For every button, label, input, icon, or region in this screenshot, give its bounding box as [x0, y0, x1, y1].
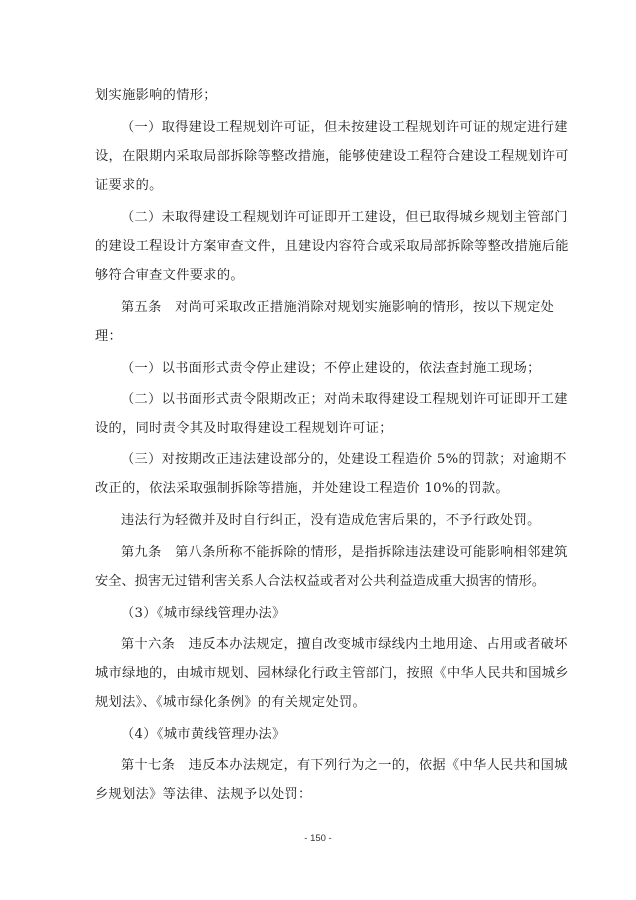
- text-line: （二）未取得建设工程规划许可证即开工建设，但已取得城乡规划主管部门: [121, 210, 568, 225]
- text-line: 第五条 对尚可采取改正措施消除对规划实施影响的情形，按以下规定处: [121, 300, 555, 315]
- text-line: 城市绿地的，由城市规划、园林绿化行政主管部门，按照《中华人民共和国城乡: [95, 666, 569, 681]
- text-line: 设的，同时责令其及时取得建设工程规划许可证；: [95, 421, 393, 436]
- text-line: （三）对按期改正违法建设部分的，处建设工程造价 5%的罚款；对逾期不: [121, 452, 567, 467]
- text-line: 乡规划法》等法律、法规予以处罚：: [95, 787, 312, 802]
- text-line: （一）取得建设工程规划许可证，但未按建设工程规划许可证的规定进行建: [121, 120, 568, 135]
- section-heading: （4）《城市黄线管理办法》: [121, 727, 286, 742]
- text-line: 证要求的。: [95, 178, 163, 193]
- text-line: 够符合审查文件要求的。: [95, 268, 244, 283]
- text-line: 设，在限期内采取局部拆除等整改措施，能够使建设工程符合建设工程规划许可: [95, 149, 569, 164]
- text-line: 第九条 第八条所称不能拆除的情形，是指拆除违法建设可能影响相邻建筑: [121, 545, 568, 560]
- text-line: （二）以书面形式责令限期改正；对尚未取得建设工程规划许可证即开工建: [121, 392, 568, 407]
- text-line: 第十六条 违反本办法规定，擅自改变城市绿线内土地用途、占用或者破坏: [121, 637, 568, 652]
- text-line: 违法行为轻微并及时自行纠正，没有造成危害后果的，不予行政处罚。: [121, 513, 541, 528]
- text-line: 安全、损害无过错利害关系人合法权益或者对公共利益造成重大损害的情形。: [95, 574, 546, 589]
- page-number: - 150 -: [304, 833, 332, 844]
- text-line: 第十七条 违反本办法规定，有下列行为之一的，依据《中华人民共和国城: [121, 758, 568, 773]
- section-heading: （3）《城市绿线管理办法》: [121, 606, 286, 621]
- text-line: 的建设工程设计方案审查文件，且建设内容符合或采取局部拆除等整改措施后能: [95, 239, 569, 254]
- text-line: 改正的，依法采取强制拆除等措施，并处建设工程造价 10%的罚款。: [95, 481, 509, 496]
- text-line: 划实施影响的情形；: [95, 88, 217, 103]
- text-line: 规划法》、《城市绿化条例》的有关规定处罚。: [95, 695, 367, 710]
- text-line: 理：: [95, 329, 123, 344]
- text-line: （一）以书面形式责令停止建设；不停止建设的，依法查封施工现场；: [121, 361, 541, 376]
